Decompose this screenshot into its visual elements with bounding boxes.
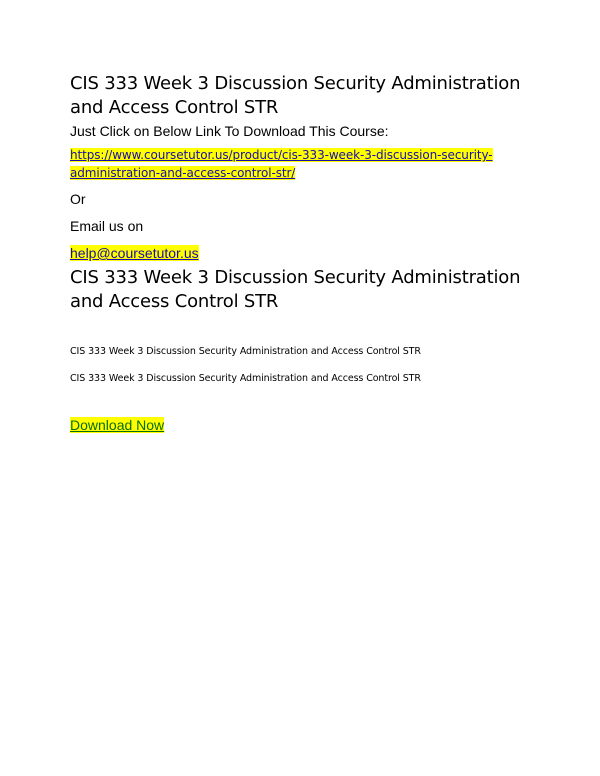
- page-title: CIS 333 Week 3 Discussion Security Administration and Access Control STR: [70, 73, 521, 118]
- course-link-text-1[interactable]: https://www.coursetutor.us/product/cis-333-week-3-discussion-security-: [70, 148, 493, 162]
- or-text: Or: [70, 191, 86, 207]
- course-link-text-2[interactable]: administration-and-access-control-str/: [70, 166, 296, 180]
- download-now-link[interactable]: Download Now: [70, 417, 165, 433]
- section-heading: CIS 333 Week 3 Discussion Security Administration and Access Control STR: [70, 267, 521, 312]
- intro-text: Just Click on Below Link To Download This Course:: [70, 123, 389, 139]
- paragraph-2: CIS 333 Week 3 Discussion Security Administration and Access Control STR: [70, 373, 421, 384]
- course-link-line-2[interactable]: [70, 164, 540, 182]
- course-link-block: [70, 146, 540, 182]
- course-link-line-1[interactable]: [70, 146, 540, 164]
- email-line[interactable]: [70, 244, 540, 262]
- email-link[interactable]: help@coursetutor.us: [70, 245, 199, 261]
- paragraph-1: CIS 333 Week 3 Discussion Security Administration and Access Control STR: [70, 346, 421, 357]
- download-line[interactable]: [70, 416, 540, 434]
- email-label: Email us on: [70, 218, 144, 234]
